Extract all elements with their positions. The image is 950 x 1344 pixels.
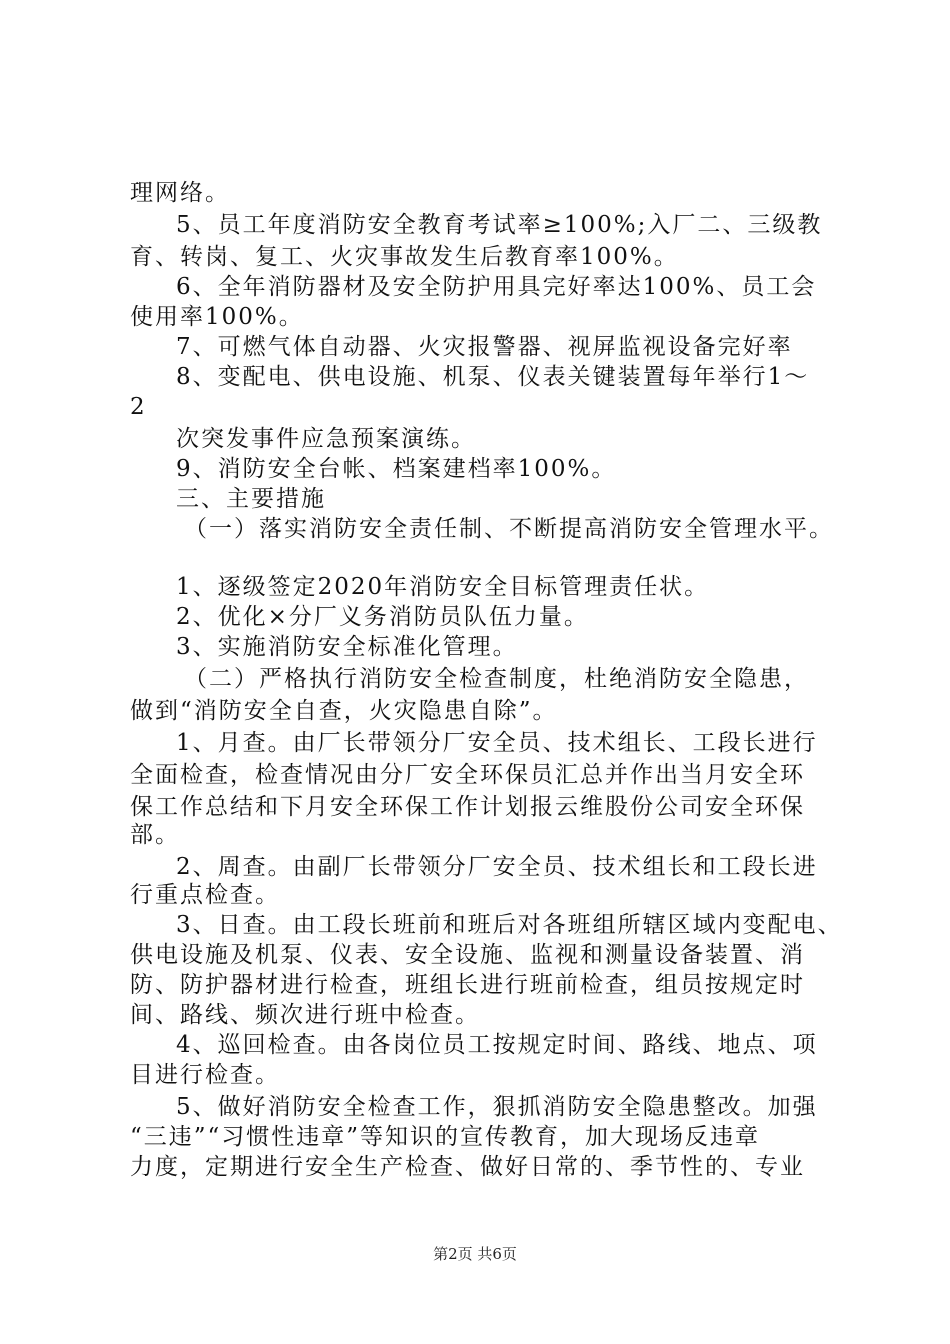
subsection-heading: （二）严格执行消防安全检查制度，杜绝消防安全隐患， bbox=[184, 666, 809, 692]
text-line: 6、全年消防器材及安全防护用具完好率达100%、员工会 bbox=[176, 274, 817, 300]
text-line: 8、变配电、供电设施、机泵、仪表关键装置每年举行1～ bbox=[176, 364, 810, 390]
text-line: 次突发事件应急预案演练。 bbox=[176, 426, 476, 452]
text-line: 1、逐级签定2020年消防安全目标管理责任状。 bbox=[176, 574, 710, 600]
text-line: 5、员工年度消防安全教育考试率≥100%;入厂二、三级教 bbox=[176, 212, 823, 238]
text-line: 理网络。 bbox=[130, 180, 230, 206]
text-line: 1、月查。由厂长带领分厂安全员、技术组长、工段长进行 bbox=[176, 730, 818, 756]
text-line: 9、消防安全台帐、档案建档率100%。 bbox=[176, 456, 617, 482]
page-number-footer: 第2页 共6页 bbox=[433, 1245, 517, 1263]
text-line: 4、巡回检查。由各岗位员工按规定时间、路线、地点、项 bbox=[176, 1032, 818, 1058]
text-line: 育、转岗、复工、火灾事故发生后教育率100%。 bbox=[130, 244, 679, 270]
text-line: 做到“消防安全自查，火灾隐患自除”。 bbox=[130, 698, 558, 724]
text-line: 保工作总结和下月安全环保工作计划报云维股份公司安全环保 bbox=[130, 794, 805, 820]
text-line: 3、日查。由工段长班前和班后对各班组所辖区域内变配电、 bbox=[176, 912, 843, 938]
text-line: 5、做好消防安全检查工作，狠抓消防安全隐患整改。加强 bbox=[176, 1094, 818, 1120]
text-line: 供电设施及机泵、仪表、安全设施、监视和测量设备装置、消 bbox=[130, 942, 805, 968]
text-line: 力度，定期进行安全生产检查、做好日常的、季节性的、专业 bbox=[130, 1154, 805, 1180]
subsection-heading: （一）落实消防安全责任制、不断提高消防安全管理水平。 bbox=[184, 516, 834, 542]
text-line: 3、实施消防安全标准化管理。 bbox=[176, 634, 518, 660]
text-line: 2、周查。由副厂长带领分厂安全员、技术组长和工段长进 bbox=[176, 854, 818, 880]
text-line: 使用率100%。 bbox=[130, 304, 304, 330]
text-line: 2 bbox=[130, 394, 147, 420]
text-line: 行重点检查。 bbox=[130, 882, 280, 908]
section-heading: 三、主要措施 bbox=[176, 486, 326, 512]
text-line: 目进行检查。 bbox=[130, 1062, 280, 1088]
text-line: 7、可燃气体自动器、火灾报警器、视屏监视设备完好率 bbox=[176, 334, 793, 360]
text-line: “三违”“习惯性违章”等知识的宣传教育，加大现场反违章 bbox=[130, 1124, 761, 1150]
text-line: 全面检查，检查情况由分厂安全环保员汇总并作出当月安全环 bbox=[130, 762, 805, 788]
text-line: 部。 bbox=[130, 822, 180, 848]
text-line: 防、防护器材进行检查，班组长进行班前检查，组员按规定时 bbox=[130, 972, 805, 998]
text-line: 2、优化×分厂义务消防员队伍力量。 bbox=[176, 604, 589, 630]
text-line: 间、路线、频次进行班中检查。 bbox=[130, 1002, 480, 1028]
